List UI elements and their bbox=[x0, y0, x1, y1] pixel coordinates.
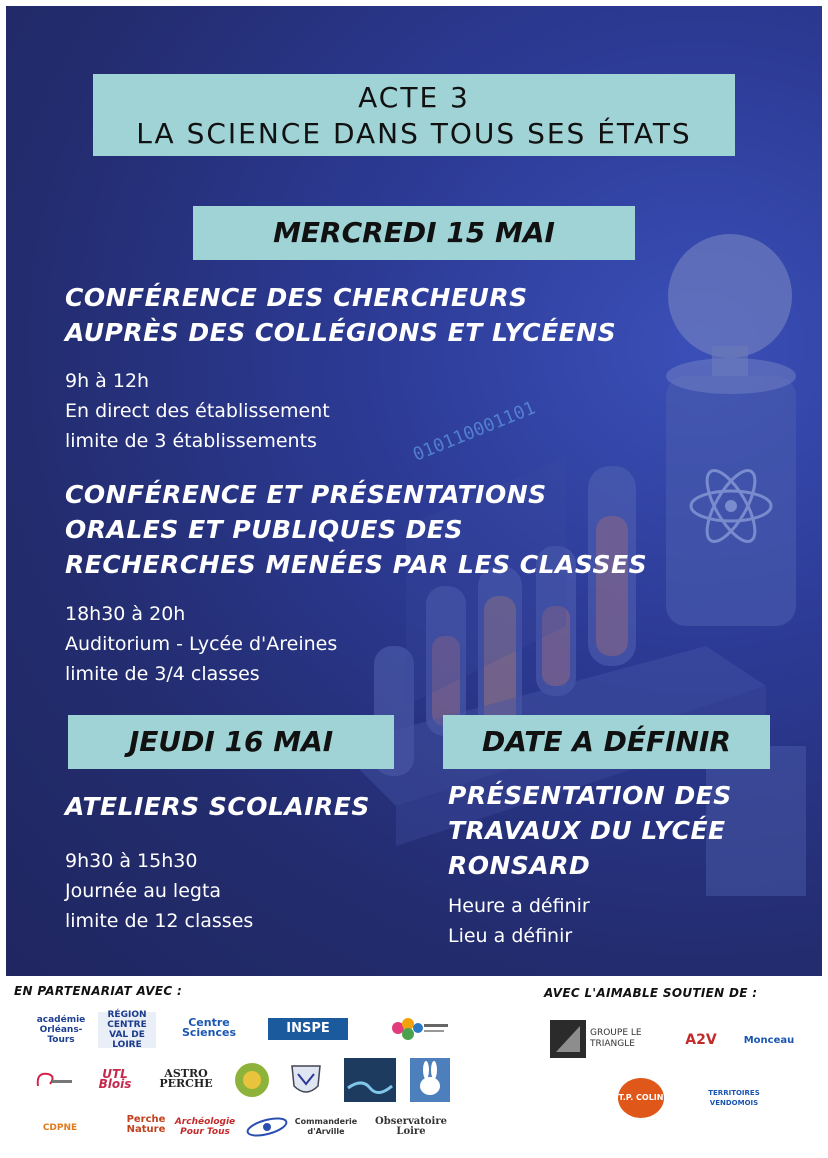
thursday-limit: limite de 12 classes bbox=[65, 910, 254, 932]
event1-heading-line: AUPRÈS DES COLLÉGIONS ET LYCÉENS bbox=[65, 318, 617, 347]
title-line2: LA SCIENCE DANS TOUS SES ÉTATS bbox=[136, 117, 692, 150]
event2-heading bbox=[65, 477, 647, 582]
date-banner-thursday: JEUDI 16 MAI bbox=[68, 715, 394, 769]
partners-title: EN PARTENARIAT AVEC : bbox=[14, 984, 183, 998]
event1-limit: limite de 3 établissements bbox=[65, 430, 317, 452]
flower-icon bbox=[386, 1014, 450, 1044]
logo-maison-loire bbox=[344, 1058, 396, 1102]
event2-heading-line: RECHERCHES MENÉES PAR LES CLASSES bbox=[65, 550, 648, 579]
logo-astro-perche: ASTRO PERCHE bbox=[159, 1067, 213, 1090]
thursday-location: Journée au legta bbox=[65, 880, 222, 902]
title-line1: ACTE 3 bbox=[358, 81, 470, 114]
tbd-location: Lieu a définir bbox=[448, 925, 573, 947]
logo-tp-colin: T.P. COLIN bbox=[618, 1078, 664, 1118]
shield-icon bbox=[288, 1060, 324, 1100]
event2-details bbox=[65, 599, 337, 689]
logo-utl-blois: UTL Blois bbox=[98, 1067, 132, 1091]
leaf-icon bbox=[232, 1060, 272, 1100]
rabbit-icon bbox=[410, 1058, 450, 1102]
event1-details bbox=[65, 366, 330, 456]
tbd-details bbox=[448, 891, 590, 951]
logo-a2v: A2V bbox=[685, 1032, 717, 1048]
tbd-heading-line: TRAVAUX DU LYCÉE bbox=[448, 816, 726, 845]
logo-ecole bbox=[30, 1066, 74, 1096]
event1-heading-line: CONFÉRENCE DES CHERCHEURS bbox=[65, 283, 528, 312]
logo-cdpne: CDPNE bbox=[42, 1123, 78, 1133]
logo-observatoire-loire: Observatoire Loire bbox=[375, 1116, 447, 1137]
thursday-heading: ATELIERS SCOLAIRES bbox=[65, 792, 370, 821]
logo-academie: académie Orléans-Tours bbox=[36, 1015, 86, 1045]
logo-region-centre: RÉGION CENTRE VAL DE LOIRE bbox=[98, 1012, 156, 1048]
logo-archeologie: Archéologie Pour Tous bbox=[174, 1117, 236, 1137]
event2-limit: limite de 3/4 classes bbox=[65, 663, 260, 685]
logo-groupe-le-triangle bbox=[550, 1020, 650, 1060]
triangle-icon bbox=[550, 1020, 586, 1058]
thursday-time: 9h30 à 15h30 bbox=[65, 850, 198, 872]
event1-location: En direct des établissement bbox=[65, 400, 330, 422]
event2-location: Auditorium - Lycée d'Areines bbox=[65, 633, 338, 655]
tbd-heading-line: RONSARD bbox=[448, 851, 591, 880]
event2-heading-line: CONFÉRENCE ET PRÉSENTATIONS bbox=[65, 480, 547, 509]
orbit-icon bbox=[244, 1112, 290, 1142]
logo-animal bbox=[410, 1058, 450, 1102]
date-banner-wednesday: MERCREDI 15 MAI bbox=[193, 206, 635, 260]
logo-orbit bbox=[244, 1112, 290, 1142]
event1-time: 9h à 12h bbox=[65, 370, 150, 392]
event2-time: 18h30 à 20h bbox=[65, 603, 186, 625]
event2-heading-line: ORALES ET PUBLIQUES DES bbox=[65, 515, 463, 544]
logo-monceau: Monceau bbox=[743, 1035, 795, 1046]
logo-lycee-agricole bbox=[386, 1014, 450, 1044]
tbd-heading-line: PRÉSENTATION DES bbox=[448, 781, 732, 810]
river-icon bbox=[344, 1058, 396, 1102]
logo-territoires-vendomois: TERRITOIRES VENDOMOIS bbox=[708, 1089, 760, 1107]
tbd-time: Heure a définir bbox=[448, 895, 590, 917]
binary-text: 010110001101 bbox=[410, 397, 539, 466]
logo-centre-sciences: Centre Sciences bbox=[181, 1016, 237, 1039]
swirl-icon bbox=[30, 1066, 74, 1096]
triangle-label: GROUPE LE TRIANGLE bbox=[590, 1028, 642, 1049]
date-banner-tbd: DATE A DÉFINIR bbox=[443, 715, 770, 769]
partners-section bbox=[6, 976, 822, 1152]
logo-inspe: INSPE bbox=[268, 1018, 348, 1040]
thursday-details bbox=[65, 846, 253, 936]
tbd-heading bbox=[448, 778, 732, 883]
title-banner bbox=[93, 74, 735, 156]
event-poster bbox=[6, 6, 822, 976]
event1-heading bbox=[65, 280, 616, 350]
logo-commanderie: Commanderie d'Arville bbox=[294, 1117, 358, 1136]
sponsors-title: AVEC L'AIMABLE SOUTIEN DE : bbox=[544, 986, 758, 1000]
logo-shield bbox=[288, 1060, 324, 1100]
logo-perche-nature: Perche Nature bbox=[126, 1114, 166, 1135]
logo-circle-green bbox=[232, 1060, 272, 1100]
